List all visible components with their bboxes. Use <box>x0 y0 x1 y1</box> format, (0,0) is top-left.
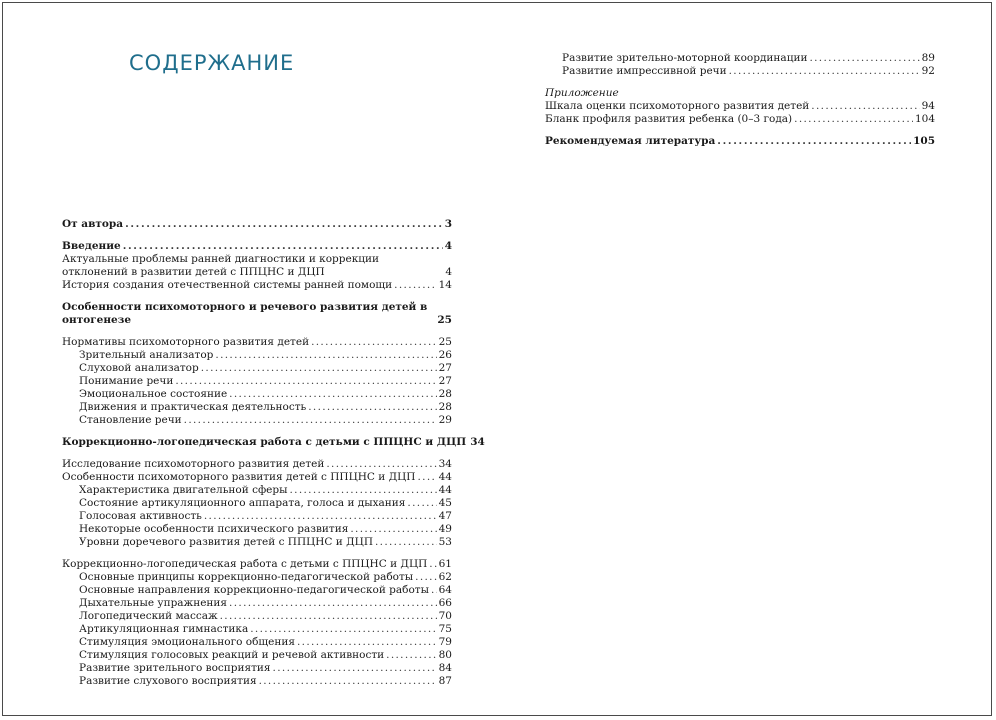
toc-entry-label: Стимуляция эмоционального общения <box>79 636 295 648</box>
toc-entry-label: Исследование психомоторного развития детей <box>62 458 325 470</box>
toc-entry-label: История создания отечественной системы ранней помощи <box>62 279 393 291</box>
toc-entry[interactable] <box>62 301 452 327</box>
toc-entry-label: Характеристика двигательной сферы <box>79 484 288 496</box>
toc-entry[interactable] <box>62 240 452 253</box>
toc-entry[interactable] <box>62 597 452 610</box>
toc-leader-dots <box>220 610 437 623</box>
toc-entry[interactable] <box>62 484 452 497</box>
toc-entry[interactable] <box>62 375 452 388</box>
toc-entry-label: От автора <box>62 218 124 230</box>
toc-entry[interactable] <box>62 471 452 484</box>
toc-leader-dots <box>407 497 436 510</box>
toc-entry-label: Развитие слухового восприятия <box>79 675 257 687</box>
toc-leader-dots <box>375 536 437 549</box>
toc-leader-dots <box>429 558 436 571</box>
toc-entry[interactable] <box>62 649 452 662</box>
toc-entry-label: Бланк профиля развития ребенка (0–3 года) <box>545 113 793 125</box>
toc-entry-page: 3 <box>444 218 452 230</box>
toc-entry-page: 80 <box>438 649 452 661</box>
toc-leader-dots <box>717 135 911 148</box>
toc-entry[interactable] <box>545 100 935 113</box>
toc-entry-page: 75 <box>438 623 452 635</box>
toc-leader-dots <box>125 218 443 231</box>
toc-entry-page: 61 <box>438 558 452 570</box>
toc-entry[interactable] <box>62 349 452 362</box>
toc-entry-page: 26 <box>438 349 452 361</box>
toc-entry[interactable] <box>545 113 935 126</box>
toc-entry[interactable] <box>62 610 452 623</box>
toc-entry-page: 34 <box>470 436 485 448</box>
toc-entry-page: 27 <box>438 362 452 374</box>
toc-entry[interactable] <box>62 558 452 571</box>
toc-entry-page: 89 <box>921 52 935 64</box>
toc-entry-page: 47 <box>438 510 452 522</box>
toc-entry[interactable] <box>545 135 935 148</box>
toc-entry[interactable] <box>62 523 452 536</box>
toc-leader-dots <box>229 388 436 401</box>
toc-entry-label: Развитие зрительно-моторной координации <box>562 52 808 64</box>
toc-entry[interactable] <box>62 401 452 414</box>
toc-entry-page: 44 <box>438 484 452 496</box>
toc-leader-dots <box>809 52 919 65</box>
toc-entry[interactable] <box>62 510 452 523</box>
toc-entry-page: 94 <box>921 100 935 112</box>
toc-entry-label: Коррекционно-логопедическая работа с детьми с ППЦНС и ДЦП <box>62 558 428 570</box>
toc-entry-page: 84 <box>438 662 452 674</box>
toc-leader-dots <box>289 484 436 497</box>
toc-leader-dots <box>215 349 436 362</box>
toc-entry-page: 62 <box>438 571 452 583</box>
toc-entry[interactable] <box>62 362 452 375</box>
toc-entry[interactable] <box>545 65 935 78</box>
toc-leader-dots <box>175 375 436 388</box>
toc-leader-dots <box>201 362 437 375</box>
toc-entry[interactable] <box>62 536 452 549</box>
toc-entry-label: Развитие импрессивной речи <box>562 65 727 77</box>
toc-entry[interactable] <box>62 336 452 349</box>
toc-entry-page: 53 <box>438 536 452 548</box>
toc-entry-label: Особенности психомоторного и речевого развития детей в онтогенезе <box>62 301 428 326</box>
toc-leader-dots <box>729 65 920 78</box>
toc-leader-dots <box>297 636 437 649</box>
toc-entry[interactable] <box>62 571 452 584</box>
toc-entry-label: Уровни доречевого развития детей с ППЦНС и ДЦП <box>79 536 373 548</box>
toc-entry[interactable] <box>62 388 452 401</box>
toc-entry[interactable] <box>62 623 452 636</box>
toc-leader-dots <box>326 458 436 471</box>
toc-entry-label: Логопедический массаж <box>79 610 218 622</box>
toc-leader-dots <box>350 523 436 536</box>
toc-entry-label: Зрительный анализатор <box>79 349 214 361</box>
toc-entry-label: Нормативы психомоторного развития детей <box>62 336 310 348</box>
toc-entry-label: Голосовая активность <box>79 510 202 522</box>
toc-entry-label: Движения и практическая деятельность <box>79 401 307 413</box>
toc-entry-page: 14 <box>438 279 452 291</box>
toc-leader-dots <box>204 510 437 523</box>
toc-entry-page: 87 <box>438 675 452 687</box>
toc-entry[interactable] <box>62 497 452 510</box>
toc-leader-dots <box>386 649 436 662</box>
toc-entry-page: 45 <box>438 497 452 509</box>
toc-entry-page: 92 <box>921 65 935 77</box>
toc-entry-page: 79 <box>438 636 452 648</box>
toc-leader-dots <box>394 279 436 292</box>
toc-entry-page: 34 <box>438 458 452 470</box>
toc-entry[interactable] <box>62 662 452 675</box>
toc-entry-label: Шкала оценки психомоторного развития детей <box>545 100 810 112</box>
toc-entry[interactable] <box>62 414 452 427</box>
toc-entry-label: Актуальные проблемы ранней диагностики и коррекции отклонений в развитии детей с ППЦНС и ДЦП <box>62 253 380 278</box>
toc-right-column <box>545 52 935 148</box>
toc-entry-label: Состояние артикуляционного аппарата, голоса и дыхания <box>79 497 406 509</box>
toc-entry-page: 64 <box>438 584 452 596</box>
toc-entry-label: Рекомендуемая литература <box>545 135 716 147</box>
toc-entry-label: Стимуляция голосовых реакций и речевой активности <box>79 649 385 661</box>
toc-entry-label: Основные принципы коррекционно-педагогической работы <box>79 571 414 583</box>
toc-entry-page: 25 <box>438 336 452 348</box>
toc-entry-label: Дыхательные упражнения <box>79 597 228 609</box>
toc-leader-dots <box>417 471 436 484</box>
toc-entry-label: Некоторые особенности психического развития <box>79 523 349 535</box>
toc-leader-dots <box>229 597 437 610</box>
toc-entry-label: Особенности психомоторного развития детей с ППЦНС и ДЦП <box>62 471 416 483</box>
toc-entry-label: Развитие зрительного восприятия <box>79 662 271 674</box>
toc-entry[interactable] <box>545 52 935 65</box>
toc-entry-page: 105 <box>913 135 935 147</box>
toc-leader-dots <box>273 662 437 675</box>
toc-entry-page: 70 <box>438 610 452 622</box>
toc-entry[interactable] <box>62 584 452 597</box>
appendix-heading: Приложение <box>545 87 619 99</box>
toc-entry-label: Введение <box>62 240 121 252</box>
page-title: СОДЕРЖАНИЕ <box>129 51 295 75</box>
toc-leader-dots <box>431 584 437 597</box>
toc-left-column <box>62 218 485 688</box>
toc-entry-page: 28 <box>438 388 452 400</box>
toc-entry-page: 4 <box>445 266 452 278</box>
toc-leader-dots <box>123 240 443 253</box>
toc-entry-label: Слуховой анализатор <box>79 362 199 374</box>
toc-entry-page: 44 <box>438 471 452 483</box>
toc-leader-dots <box>184 414 437 427</box>
toc-entry[interactable] <box>62 458 452 471</box>
toc-entry-label: Становление речи <box>79 414 182 426</box>
toc-leader-dots <box>250 623 436 636</box>
toc-entry[interactable] <box>62 436 485 449</box>
toc-entry-label: Основные направления коррекционно-педагогической работы <box>79 584 429 596</box>
toc-entry-page: 4 <box>444 240 452 252</box>
toc-entry-page: 29 <box>438 414 452 426</box>
toc-entry-label: Понимание речи <box>79 375 174 387</box>
toc-entry-page: 49 <box>438 523 452 535</box>
toc-entry-label: Коррекционно-логопедическая работа с детьми с ППЦНС и ДЦП <box>62 436 467 448</box>
toc-entry[interactable] <box>62 675 452 688</box>
toc-leader-dots <box>308 401 436 414</box>
toc-entry[interactable] <box>62 253 452 279</box>
toc-leader-dots <box>415 571 436 584</box>
toc-leader-dots <box>794 113 913 126</box>
toc-entry[interactable] <box>62 218 452 231</box>
toc-entry[interactable] <box>62 636 452 649</box>
toc-entry-page: 25 <box>437 314 452 326</box>
toc-leader-dots <box>311 336 437 349</box>
toc-entry-page: 66 <box>438 597 452 609</box>
toc-entry-page: 28 <box>438 401 452 413</box>
toc-entry[interactable] <box>62 279 452 292</box>
toc-entry-label: Эмоциональное состояние <box>79 388 228 400</box>
toc-entry-page: 104 <box>914 113 935 125</box>
toc-entry-label: Артикуляционная гимнастика <box>79 623 249 635</box>
toc-leader-dots <box>811 100 919 113</box>
toc-leader-dots <box>259 675 437 688</box>
toc-entry-page: 27 <box>438 375 452 387</box>
